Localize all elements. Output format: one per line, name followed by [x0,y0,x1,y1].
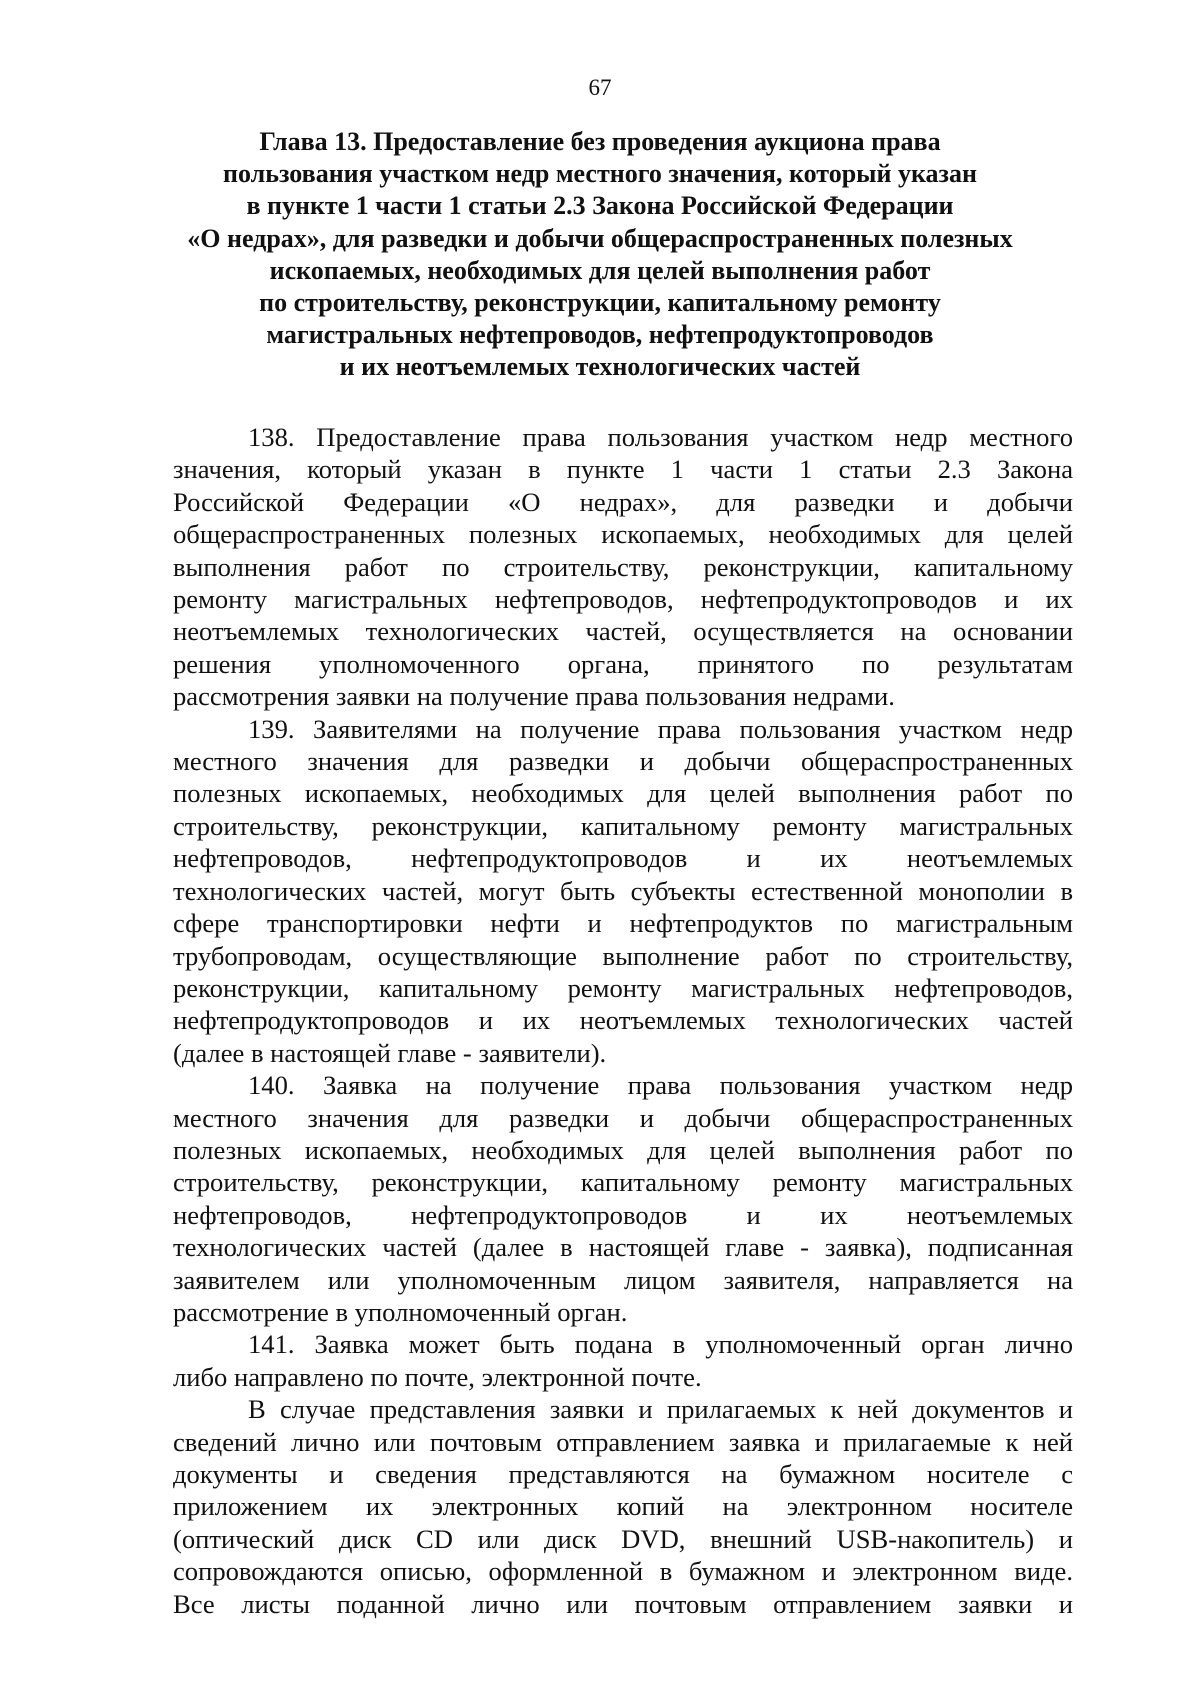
text-line: общераспространенных полезных ископаемых, необходимых для целей [173,519,1073,550]
text-line: рассмотрения заявки на получение права пользования недрами. [173,681,895,712]
text-line: решения уполномоченного органа, принятого по результатам [173,648,1073,679]
text-line: либо направлено по почте, электронной почте. [173,1361,702,1392]
paragraph-141 [173,1328,1073,1393]
text-line: нефтепроводов, нефтепродуктопроводов и их неотъемлемых [173,1199,1073,1230]
text-line: 138. Предоставление права пользования участком недр местного [248,422,1073,452]
paragraph-139 [173,713,1073,1069]
text-line: полезных ископаемых, необходимых для целей выполнения работ по [173,778,1073,809]
text-line: полезных ископаемых, необходимых для целей выполнения работ по [173,1134,1073,1165]
text-line: сопровождаются описью, оформленной в бумажном и электронном виде. [173,1556,1073,1587]
text-line: сфере транспортировки нефти и нефтепродуктов по магистральным [173,908,1073,939]
text-line: нефтепроводов, нефтепродуктопроводов и их неотъемлемых [173,843,1073,874]
chapter-title-line: в пункте 1 части 1 статьи 2.3 Закона Российской Федерации [246,191,954,221]
paragraph-141-continued [173,1393,1073,1620]
chapter-title-line: и их неотъемлемых технологических частей [339,352,861,382]
text-line: приложением их электронных копий на электронном носителе [173,1491,1073,1522]
text-line: технологических частей (далее в настоящей главе - заявка), подписанная [173,1232,1073,1263]
chapter-title-line: Глава 13. Предоставление без проведения аукциона права [259,127,941,156]
text-line: сведений лично или почтовым отправлением заявка и прилагаемые к ней [173,1426,1073,1457]
body-text [173,421,1073,1620]
chapter-title-line: пользования участком недр местного значения, который указан [223,159,977,189]
text-line: строительству, реконструкции, капитальному ремонту магистральных [173,810,1073,841]
text-line: строительству, реконструкции, капитальному ремонту магистральных [173,1167,1073,1198]
text-line: технологических частей, могут быть субъекты естественной монополии в [173,875,1073,906]
text-line: нефтепродуктопроводов и их неотъемлемых технологических частей [173,1005,1073,1036]
text-line: значения, который указан в пункте 1 части 1 статьи 2.3 Закона [173,454,1073,485]
chapter-title-line: ископаемых, необходимых для целей выполнения работ [269,255,931,285]
text-line: заявителем или уполномоченным лицом заявителя, направляется на [173,1264,1073,1295]
text-line: 140. Заявка на получение права пользования участком недр [248,1070,1073,1101]
text-line: местного значения для разведки и добычи общераспространенных [173,746,1073,777]
text-line: неотъемлемых технологических частей, осуществляется на основании [173,616,1073,647]
text-line: 139. Заявителями на получение права пользования участком недр [248,713,1073,744]
text-line: документы и сведения представляются на бумажном носителе с [173,1459,1073,1489]
text-line: (оптический диск CD или диск DVD, внешний USB-накопитель) и [173,1523,1073,1554]
chapter-title [150,126,1050,384]
page-number: 67 [588,75,612,100]
paragraph-138 [173,421,1073,713]
text-line: Все листы поданной лично или почтовым отправлением заявки и [173,1588,1073,1619]
text-line: рассмотрение в уполномоченный орган. [173,1296,628,1327]
text-line: (далее в настоящей главе - заявители). [173,1037,607,1068]
text-line: реконструкции, капитальному ремонту магистральных нефтепроводов, [173,972,1073,1003]
chapter-title-line: магистральных нефтепроводов, нефтепродуктопроводов [266,320,934,350]
paragraph-140 [173,1069,1073,1328]
text-line: В случае представления заявки и прилагаемых к ней документов и [248,1394,1073,1425]
chapter-title-line: по строительству, реконструкции, капитальному ремонту [259,288,941,318]
chapter-title-line: «О недрах», для разведки и добычи общераспространенных полезных [187,223,1013,253]
text-line: Российской Федерации «О недрах», для разведки и добычи [173,486,1073,517]
text-line: 141. Заявка может быть подана в уполномоченный орган лично [248,1329,1073,1360]
text-line: местного значения для разведки и добычи общераспространенных [173,1102,1073,1133]
text-line: выполнения работ по строительству, реконструкции, капитальному [173,551,1073,582]
text-line: ремонту магистральных нефтепроводов, нефтепродуктопроводов и их [173,584,1073,615]
text-line: трубопроводам, осуществляющие выполнение работ по строительству, [173,940,1073,971]
